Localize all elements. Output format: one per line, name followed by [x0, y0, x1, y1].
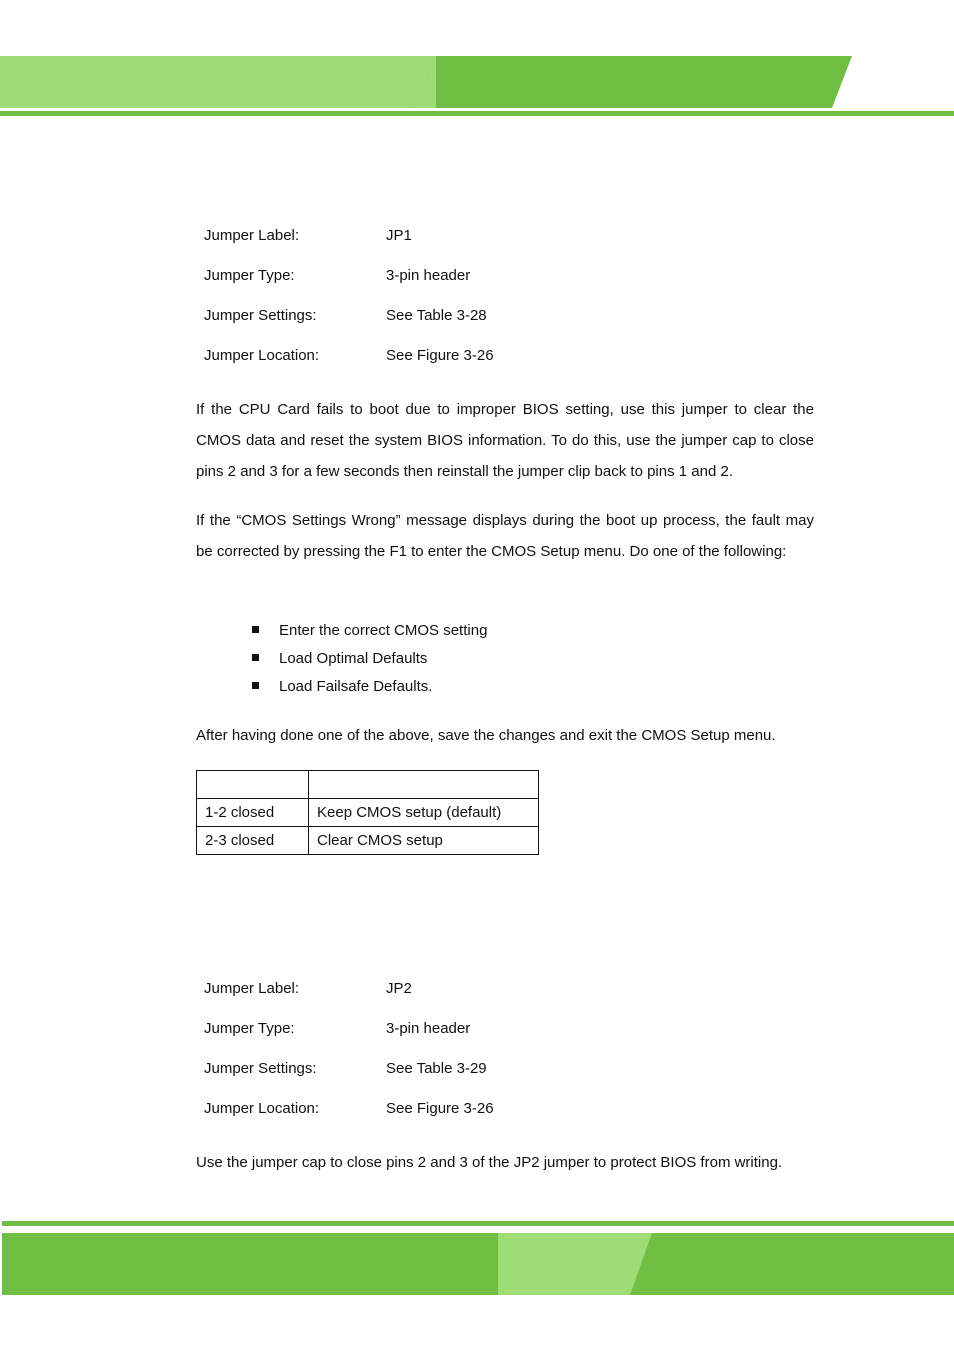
bullet-square-icon	[252, 626, 259, 633]
table-cell-setting: 1-2 closed	[197, 799, 309, 827]
cmos-options-list	[252, 619, 487, 703]
table-cell-description: Clear CMOS setup	[309, 827, 539, 855]
jp1-description-paragraph: If the CPU Card fails to boot due to improper BIOS setting, use this jumper to clear the CMOS data and reset the system BIOS information. To do this, use the jumper cap to close pins 2 and 3 for a few seconds then reinstall the jumper clip back to pins 1 and 2.	[196, 401, 814, 480]
jp2-type-key: Jumper Type:	[204, 1020, 295, 1037]
list-item-text: Enter the correct CMOS setting	[279, 622, 488, 639]
jp1-type-value: 3-pin header	[386, 267, 471, 284]
jp2-type-value: 3-pin header	[386, 1020, 471, 1037]
table-header-cell	[197, 771, 309, 799]
footer-light-block	[498, 1233, 652, 1295]
footer-dark-block	[2, 1233, 954, 1295]
table-row	[197, 799, 539, 827]
list-item-text: Load Failsafe Defaults.	[279, 678, 433, 695]
jp2-location-key: Jumper Location:	[204, 1100, 320, 1117]
jp2-label-key: Jumper Label:	[204, 980, 300, 997]
jp2-label-value: JP2	[386, 980, 412, 997]
table-cell-description: Keep CMOS setup (default)	[309, 799, 539, 827]
jp1-location-key: Jumper Location:	[204, 347, 320, 364]
footer-band	[0, 1218, 954, 1298]
table-header-row	[197, 771, 539, 799]
bullet-square-icon	[252, 654, 259, 661]
jp1-location-value: See Figure 3-26	[386, 347, 494, 364]
jp2-settings-key: Jumper Settings:	[204, 1060, 317, 1077]
list-item	[252, 675, 487, 703]
header-band	[0, 56, 954, 118]
jp1-settings-table	[196, 770, 539, 855]
table-cell-setting: 2-3 closed	[197, 827, 309, 855]
jp1-label-value: JP1	[386, 227, 412, 244]
bullet-square-icon	[252, 682, 259, 689]
header-rule	[0, 111, 954, 116]
jp1-cmos-message-paragraph: If the “CMOS Settings Wrong” message displays during the boot up process, the fault may be corrected by pressing the F1 to enter the CMOS Setup menu. Do one of the following:	[196, 512, 814, 560]
jp2-settings-value: See Table 3-29	[386, 1060, 487, 1077]
jp1-type-key: Jumper Type:	[204, 267, 295, 284]
jp2-location-value: See Figure 3-26	[386, 1100, 494, 1117]
jp1-settings-value: See Table 3-28	[386, 307, 487, 324]
list-item	[252, 619, 487, 647]
header-light-block	[0, 56, 436, 108]
footer-rule	[2, 1221, 954, 1226]
table-header-cell	[309, 771, 539, 799]
jp1-after-paragraph: After having done one of the above, save the changes and exit the CMOS Setup menu.	[196, 727, 776, 744]
list-item-text: Load Optimal Defaults	[279, 650, 428, 667]
jp2-description-paragraph: Use the jumper cap to close pins 2 and 3 of the JP2 jumper to protect BIOS from writing.	[196, 1154, 783, 1171]
list-item	[252, 647, 487, 675]
jp1-settings-key: Jumper Settings:	[204, 307, 317, 324]
jp1-label-key: Jumper Label:	[204, 227, 300, 244]
table-row	[197, 827, 539, 855]
header-dark-block	[414, 56, 852, 108]
